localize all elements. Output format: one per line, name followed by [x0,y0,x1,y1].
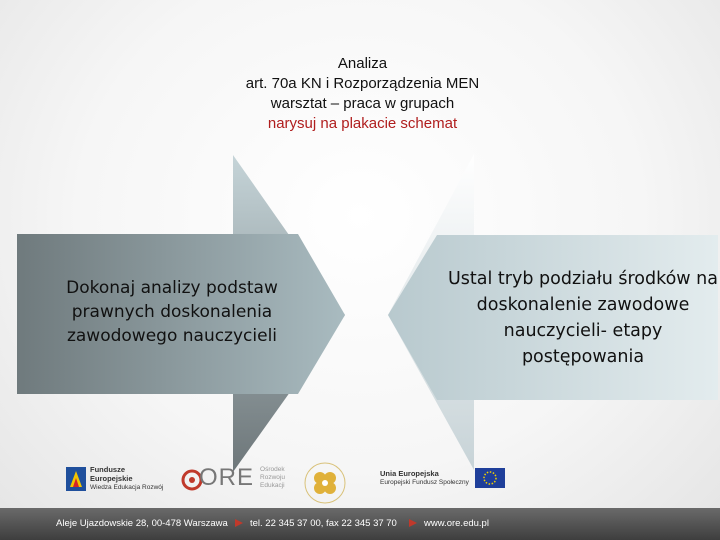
eu-flag-icon [475,468,505,488]
footer-website[interactable]: www.ore.edu.pl [424,518,489,529]
right-arrow-text: Ustal tryb podziału środków na doskonalenie zawodowe nauczycieli- etapy postępowania [448,269,718,367]
bullet-arrow-icon [408,518,418,528]
title-line-2: art. 70a KN i Rozporządzenia MEN [245,75,480,92]
seal-logo [303,461,347,505]
title-line-1: Analiza [337,55,388,72]
title-instruction: narysuj na plakacie schemat [267,115,458,132]
footer-address: Aleje Ujazdowskie 28, 00-478 Warszawa [56,518,228,529]
title-line-3: warsztat – praca w grupach [270,95,455,112]
ore-logo [181,464,285,492]
footer-bar [0,508,720,540]
ore-line-3: Edukacji [260,482,285,489]
ore-line-2: Rozwoju [260,474,285,481]
ore-wordmark: ORE [199,464,255,491]
unia-europejska-logo [380,468,505,488]
fe-line-3: Wiedza Edukacja Rozwój [90,484,164,491]
fe-line-2: Europejskie [90,474,133,483]
fundusze-europejskie-logo [66,466,163,492]
flower-seal-icon [303,461,347,505]
footer-phone: tel. 22 345 37 00, fax 22 345 37 70 [250,518,397,529]
fe-emblem-icon [66,467,86,491]
ue-line-2: Europejski Fundusz Społeczny [380,478,469,486]
logo-strip [0,458,720,508]
bullet-arrow-icon [234,518,244,528]
fe-line-1: Fundusze [90,465,125,474]
ore-line-1: Ośrodek [260,466,285,473]
ue-line-1: Unia Europejska [380,468,439,478]
left-arrow-text: Dokonaj analizy podstaw prawnych doskonalenia zawodowego nauczycieli [66,278,278,346]
